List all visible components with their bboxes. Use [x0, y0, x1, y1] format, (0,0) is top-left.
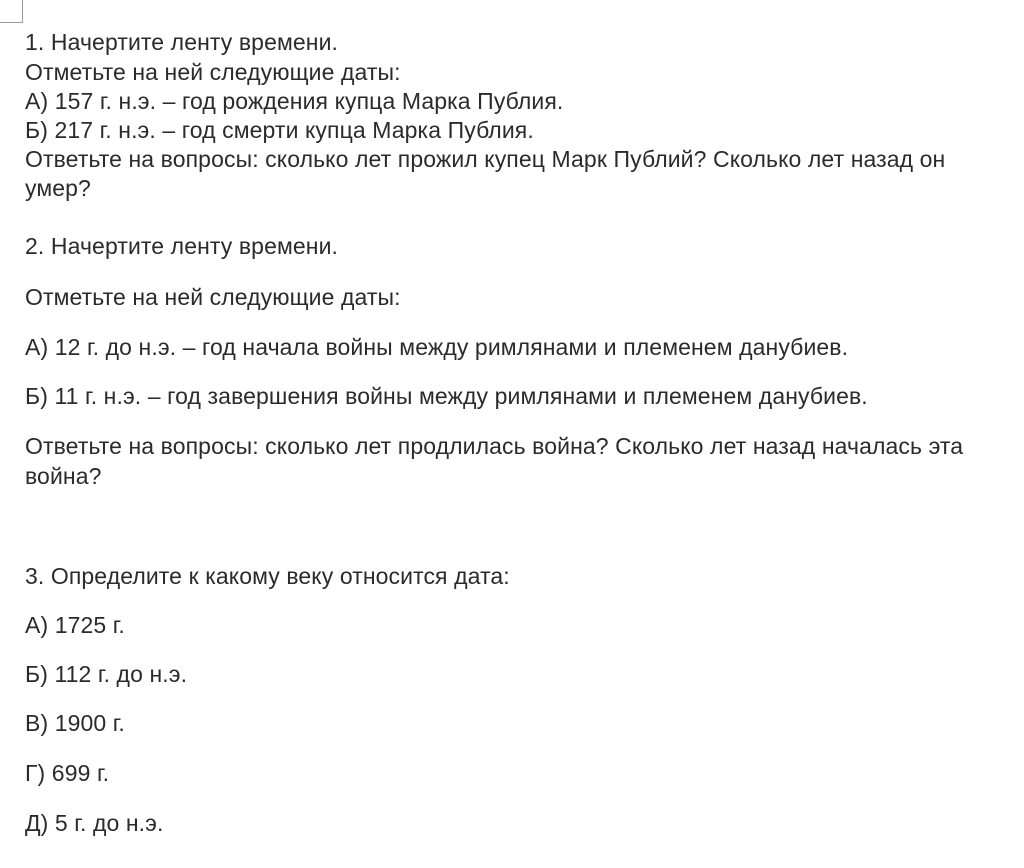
page-corner-mark	[0, 0, 23, 23]
task-1-question-line-1: Ответьте на вопросы: сколько лет прожил купец Марк Публий? Сколько лет назад он	[25, 146, 946, 172]
task-2-question-line-2: война?	[25, 463, 102, 489]
task-3-item-b: Б) 112 г. до н.э.	[25, 661, 188, 687]
task-3-item-e: Д) 5 г. до н.э.	[25, 810, 164, 836]
task-1-item-b: Б) 217 г. н.э. – год смерти купца Марка Публия.	[25, 117, 534, 143]
task-2-instruction: Отметьте на ней следующие даты:	[25, 284, 401, 310]
task-3-heading: 3. Определите к какому веку относится дата:	[25, 563, 510, 589]
task-2-item-a: А) 12 г. до н.э. – год начала войны между римлянами и племенем данубиев.	[25, 334, 849, 360]
task-2-heading: 2. Начертите ленту времени.	[25, 233, 339, 259]
task-2-item-b: Б) 11 г. н.э. – год завершения войны между римлянами и племенем данубиев.	[25, 383, 868, 409]
task-3-item-c: В) 1900 г.	[25, 710, 125, 736]
task-3-item-d: Г) 699 г.	[25, 760, 110, 786]
task-1-item-a: А) 157 г. н.э. – год рождения купца Марка Публия.	[25, 88, 564, 114]
task-1-heading: 1. Начертите ленту времени.	[25, 29, 339, 55]
task-2-question-line-1: Ответьте на вопросы: сколько лет продлилась война? Сколько лет назад началась эта	[25, 433, 964, 459]
task-1-question-line-2: умер?	[25, 175, 91, 201]
task-1-instruction: Отметьте на ней следующие даты:	[25, 59, 401, 85]
task-3-item-a: А) 1725 г.	[25, 612, 125, 638]
